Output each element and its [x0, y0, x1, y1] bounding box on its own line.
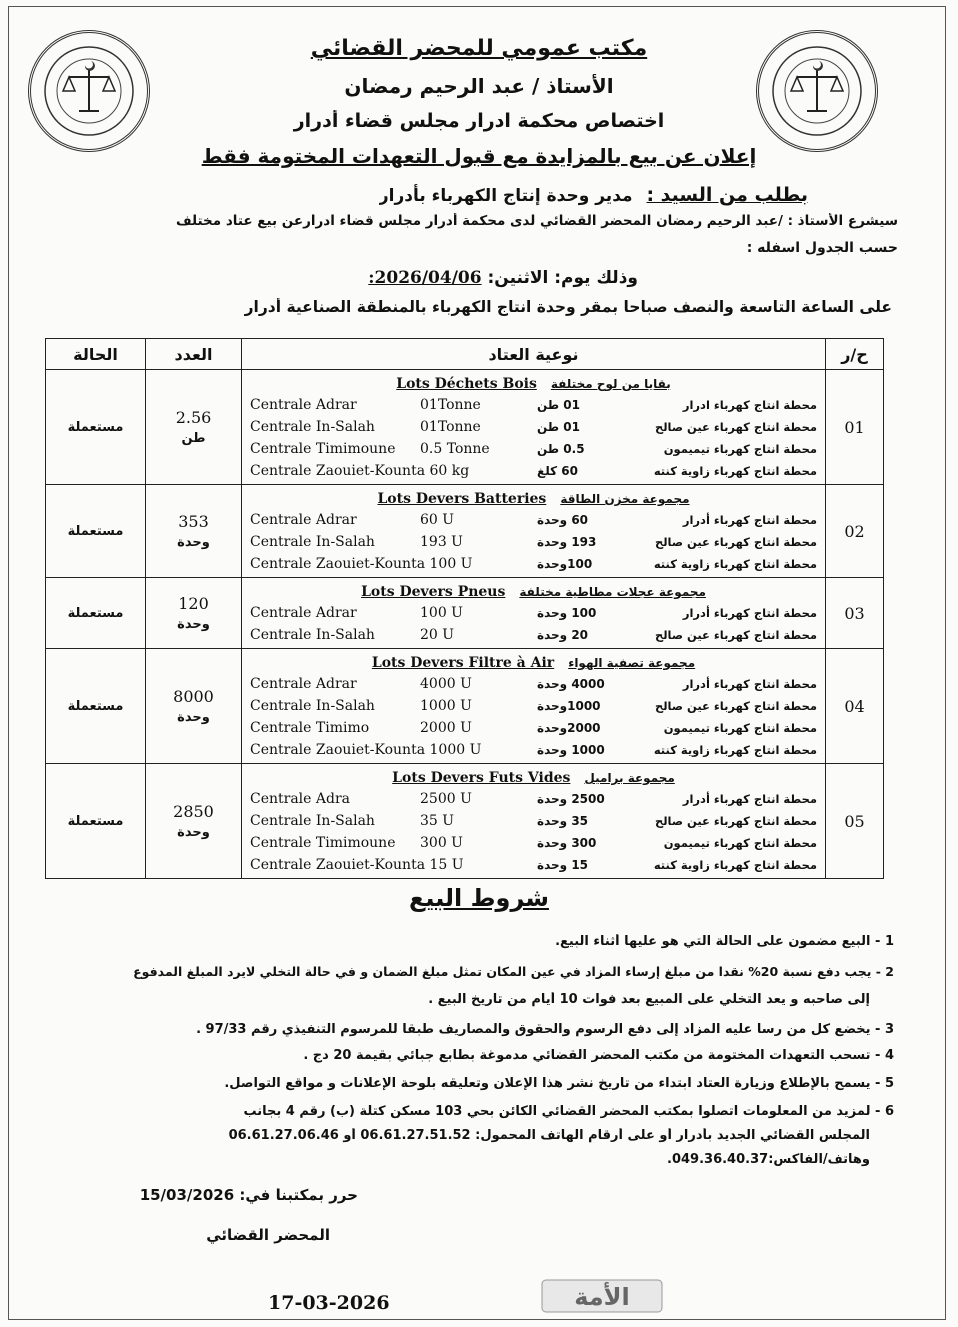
quantity-fr: 100 U — [420, 605, 463, 621]
lot-line-ar — [527, 420, 817, 434]
lot-line-fr — [250, 698, 520, 714]
plant-name-ar: محطة انتاج كهرباء تيميمون — [663, 721, 817, 735]
lots-body — [46, 370, 884, 879]
lot-line-fr — [250, 835, 520, 851]
lot-line-fr — [250, 720, 520, 736]
lot-line-ar — [527, 699, 817, 713]
quantity-ar: 193 وحدة — [537, 535, 597, 549]
plant-name-ar: محطة انتاج كهرباء تيميمون — [663, 836, 817, 850]
lot-line-fr — [250, 512, 520, 528]
lot-number: 02 — [826, 485, 884, 578]
scales-of-justice-icon — [41, 43, 137, 139]
lot-number: 01 — [826, 370, 884, 485]
bailiff-name: الأستاذ / عبد الرحيم رمضان — [344, 74, 614, 98]
quantity-fr: 20 U — [420, 627, 455, 643]
quantity-fr: 60 U — [420, 512, 455, 528]
lot-state: مستعملة — [46, 764, 146, 879]
lot-line-ar — [527, 513, 817, 527]
lot-line — [250, 394, 817, 416]
quantity-ar: 01 طن — [537, 420, 580, 434]
lot-count-cell — [146, 578, 242, 649]
lot-count: 2.56 — [175, 408, 212, 427]
lot-count: 353 — [178, 512, 209, 531]
items-table — [45, 338, 884, 879]
plant-name-fr: Centrale Timimoune — [250, 441, 396, 457]
lot-line-ar — [527, 743, 817, 757]
quantity-fr — [420, 857, 520, 873]
plant-name-fr: Centrale In-Salah — [250, 419, 375, 435]
table-row — [46, 764, 884, 879]
lot-count: 120 — [178, 594, 209, 613]
newspaper-logo — [540, 1276, 664, 1316]
lot-line-ar — [527, 557, 817, 571]
plant-name-fr: Centrale In-Salah — [250, 813, 375, 829]
lot-count-cell — [146, 649, 242, 764]
lot-line-fr — [250, 676, 520, 692]
plant-name-fr: Centrale Timimo — [250, 720, 370, 736]
lot-line — [250, 509, 817, 531]
lot-title-ar: مجموعة عجلات مطاطية مختلفة — [519, 585, 706, 599]
table-row — [46, 370, 884, 485]
lot-line — [250, 531, 817, 553]
office-title: مكتب عمومي للمحضر القضائي — [310, 36, 648, 61]
plant-name-fr: Centrale Zaouiet-Kounta 60 kg — [250, 463, 470, 479]
lot-title — [250, 582, 817, 602]
quantity-fr: 2000 U — [420, 720, 472, 736]
date-line — [368, 268, 638, 288]
lot-number: 05 — [826, 764, 884, 879]
lot-title-fr: Lots Devers Futs Vides — [392, 770, 571, 786]
quantity-fr: 0.5 Tonne — [420, 441, 490, 457]
lot-count-unit: وحدة — [177, 535, 210, 550]
requester: مدير وحدة إنتاج الكهرباء بأدرار — [378, 186, 633, 206]
quantity-fr: 01Tonne — [420, 397, 481, 413]
lot-count-unit: وحدة — [177, 617, 210, 632]
lot-title — [250, 489, 817, 509]
quantity-fr — [420, 742, 520, 758]
lot-kind-cell — [242, 764, 826, 879]
plant-name-ar: محطة انتاج كهرباء عين صالح — [654, 699, 817, 713]
quantity-ar: 01 طن — [537, 398, 580, 412]
plant-name-fr: Centrale Adrar — [250, 676, 357, 692]
quantity-ar: 2500 وحدة — [537, 792, 605, 806]
lot-count-cell — [146, 485, 242, 578]
plant-name-fr: Centrale Adrar — [250, 397, 357, 413]
lot-title-ar: مجموعة براميل — [584, 771, 675, 785]
quantity-fr: 4000 U — [420, 676, 472, 692]
newspaper-logo-text: الأمة — [574, 1283, 630, 1311]
condition-1: 1 - البيع مضمون على الحالة التي هو عليها أثناء البيع. — [555, 934, 894, 949]
plant-name-ar: محطة انتاج كهرباء أدرار — [682, 513, 817, 527]
quantity-ar: 0.5 طن — [537, 442, 585, 456]
quantity-fr: 2500 U — [420, 791, 472, 807]
plant-name-ar: محطة انتاج كهرباء ادرار — [682, 398, 817, 412]
lot-count: 2850 — [173, 802, 214, 821]
lot-line-ar — [527, 442, 817, 456]
plant-name-fr: Centrale Timimoune — [250, 835, 396, 851]
plant-name-ar: محطة انتاج كهرباء عين صالح — [654, 420, 817, 434]
lot-line — [250, 673, 817, 695]
lot-state: مستعملة — [46, 370, 146, 485]
condition-6-cont: المجلس القضائي الجديد بأدرار أو على أرقام الهاتف المحمول: 06.61.27.51.52 أو 06.61.27.06.46 — [228, 1128, 870, 1143]
header-kind: نوعية العتاد — [242, 339, 826, 370]
quantity-ar: 15 وحدة — [537, 858, 589, 872]
lot-line-fr — [250, 441, 520, 457]
quantity-fr: 1000 U — [420, 698, 472, 714]
location-line: على الساعة التاسعة والنصف صباحا بمقر وحدة انتاج الكهرباء بالمنطقة الصناعية أدرار — [244, 298, 892, 316]
lot-line-fr — [250, 556, 520, 572]
lot-line-fr — [250, 857, 520, 873]
conditions-title: شروط البيع — [409, 884, 549, 912]
lot-title — [250, 768, 817, 788]
quantity-ar: 100وحدة — [537, 557, 593, 571]
lot-count-cell — [146, 764, 242, 879]
plant-name-ar: محطة انتاج كهرباء زاوية كنته — [653, 858, 817, 872]
intro-line-1: سيشرع الأستاذ : /عبد الرحيم رمضان المحضر القضائي لدى محكمة أدرار مجلس قضاء ادرارعن بيع عتاد مختلف — [175, 213, 898, 229]
jurisdiction: اختصاص محكمة ادرار مجلس قضاء أدرار — [293, 110, 665, 132]
lot-count-unit: وحدة — [177, 710, 210, 725]
lot-count: 8000 — [173, 687, 214, 706]
plant-name-ar: محطة انتاج كهرباء عين صالح — [654, 628, 817, 642]
lot-state: مستعملة — [46, 485, 146, 578]
quantity-ar: 20 وحدة — [537, 628, 589, 642]
lot-line — [250, 416, 817, 438]
lot-title — [250, 374, 817, 394]
lot-state: مستعملة — [46, 649, 146, 764]
quantity-fr: 01Tonne — [420, 419, 481, 435]
lot-line — [250, 438, 817, 460]
plant-name-ar: محطة انتاج كهرباء زاوية كنته — [653, 743, 817, 757]
lot-line — [250, 695, 817, 717]
publication-date: 17-03-2026 — [268, 1292, 390, 1314]
plant-name-ar: محطة انتاج كهرباء زاوية كنته — [653, 464, 817, 478]
lot-count-unit: طن — [181, 431, 206, 446]
lot-line — [250, 624, 817, 646]
quantity-fr: 35 U — [420, 813, 455, 829]
lot-title-fr: Lots Déchets Bois — [396, 376, 537, 392]
plant-name-ar: محطة انتاج كهرباء عين صالح — [654, 535, 817, 549]
quantity-ar: 1000 وحدة — [537, 743, 605, 757]
lot-title-ar: مجموعة مخزن الطاقة — [560, 492, 690, 506]
lot-kind-cell — [242, 370, 826, 485]
plant-name-ar: محطة انتاج كهرباء تيميمون — [663, 442, 817, 456]
lot-line-ar — [527, 398, 817, 412]
plant-name-ar: محطة انتاج كهرباء أدرار — [682, 792, 817, 806]
condition-3: 3 - يخضع كل من رسا عليه المزاد إلى دفع الرسوم والحقوق والمصاريف طبقا للمرسوم التنفيذي رقم 97/33 . — [196, 1022, 894, 1037]
date-prefix: وذلك يوم: الاثنين: — [487, 268, 638, 288]
quantity-ar: 4000 وحدة — [537, 677, 605, 691]
header-num: ح/ر — [826, 339, 884, 370]
plant-name-ar: محطة انتاج كهرباء أدرار — [682, 606, 817, 620]
condition-2: 2 - يجب دفع نسبة 20% نقدا من مبلغ إرساء المزاد في عين المكان تمثل مبلغ الضمان و في حالة التخلي لايرد المبلغ المدفوع — [133, 964, 894, 979]
intro-line-2: حسب الجدول اسفله : — [746, 240, 898, 256]
signature-title: المحضر القضائي — [206, 1226, 330, 1244]
lot-line-fr — [250, 791, 520, 807]
lot-count-unit: وحدة — [177, 825, 210, 840]
quantity-ar: 35 وحدة — [537, 814, 589, 828]
lot-number: 03 — [826, 578, 884, 649]
lot-line-fr — [250, 627, 520, 643]
lot-title — [250, 653, 817, 673]
table-row — [46, 649, 884, 764]
court-seal-left — [28, 30, 150, 152]
lot-line-ar — [527, 721, 817, 735]
condition-4: 4 - تسحب التعهدات المختومة من مكتب المحضر القضائي مدموغة بطابع جبائي بقيمة 20 دج . — [303, 1048, 894, 1063]
plant-name-ar: محطة انتاج كهرباء عين صالح — [654, 814, 817, 828]
quantity-fr — [420, 556, 520, 572]
plant-name-fr: Centrale Zaouiet-Kounta 100 U — [250, 556, 473, 572]
lot-title-fr: Lots Devers Filtre à Air — [371, 655, 555, 671]
lot-line-ar — [527, 814, 817, 828]
auction-date: 2026/04/06: — [368, 268, 482, 288]
lot-kind-cell — [242, 649, 826, 764]
lot-count-cell — [146, 370, 242, 485]
lot-line — [250, 553, 817, 575]
lot-kind-cell — [242, 578, 826, 649]
table-row — [46, 485, 884, 578]
plant-name-fr: Centrale Zaouiet-Kounta 15 U — [250, 857, 464, 873]
lot-line-fr — [250, 419, 520, 435]
condition-5: 5 - يسمح بالإطلاع وزيارة العتاد ابتداء من تاريخ نشر هذا الإعلان وتعليقه بلوحة الإعلانات و مواقع التواصل. — [224, 1076, 894, 1091]
quantity-ar: 60 كلغ — [537, 464, 578, 478]
lot-line-ar — [527, 836, 817, 850]
condition-6-fax: وهاتف/الفاكس:049.36.40.37. — [667, 1152, 870, 1167]
lot-title-ar: بقايا من لوح مختلفة — [550, 377, 671, 391]
quantity-ar: 100 وحدة — [537, 606, 597, 620]
lot-line-ar — [527, 677, 817, 691]
request-label: بطلب من السيد : — [646, 184, 808, 206]
plant-name-fr: Centrale Adrar — [250, 605, 357, 621]
quantity-fr: 300 U — [420, 835, 463, 851]
lot-line-ar — [527, 628, 817, 642]
quantity-ar: 1000وحدة — [537, 699, 601, 713]
quantity-ar: 300 وحدة — [537, 836, 597, 850]
plant-name-fr: Centrale Adra — [250, 791, 351, 807]
lot-line-fr — [250, 397, 520, 413]
lot-line-fr — [250, 534, 520, 550]
lot-line-ar — [527, 535, 817, 549]
written-at: حرر بمكتبنا في: 15/03/2026 — [139, 1186, 358, 1204]
table-header-row — [46, 339, 884, 370]
lot-line-ar — [527, 606, 817, 620]
lot-state: مستعملة — [46, 578, 146, 649]
lot-line-ar — [527, 858, 817, 872]
lot-line-fr — [250, 605, 520, 621]
plant-name-ar: محطة انتاج كهرباء أدرار — [682, 677, 817, 691]
lot-line — [250, 854, 817, 876]
table-row — [46, 578, 884, 649]
quantity-fr — [420, 463, 520, 479]
plant-name-fr: Centrale Adrar — [250, 512, 357, 528]
lot-line — [250, 739, 817, 761]
plant-name-fr: Centrale In-Salah — [250, 698, 375, 714]
condition-2-cont: إلى صاحبه و يعد التخلي على المبيع بعد فوات 10 أيام من تاريخ البيع . — [428, 992, 870, 1007]
lot-line — [250, 460, 817, 482]
lot-line-fr — [250, 463, 520, 479]
quantity-ar: 2000وحدة — [537, 721, 601, 735]
condition-6: 6 - لمزيد من المعلومات اتصلوا بمكتب المحضر القضائي الكائن بحي 103 مسكن كتلة (ب) رقم 4 بجانب — [243, 1104, 894, 1119]
lot-line — [250, 788, 817, 810]
lot-line — [250, 717, 817, 739]
lot-line-fr — [250, 813, 520, 829]
quantity-fr: 193 U — [420, 534, 463, 550]
lot-line-ar — [527, 464, 817, 478]
notice-title: إعلان عن بيع بالمزايدة مع قبول التعهدات المختومة فقط — [201, 144, 757, 168]
plant-name-fr: Centrale In-Salah — [250, 627, 375, 643]
lot-line-fr — [250, 742, 520, 758]
lot-line-ar — [527, 792, 817, 806]
request-line — [379, 184, 808, 206]
lot-line — [250, 602, 817, 624]
lot-line — [250, 832, 817, 854]
lot-number: 04 — [826, 649, 884, 764]
plant-name-fr: Centrale Zaouiet-Kounta 1000 U — [250, 742, 482, 758]
quantity-ar: 60 وحدة — [537, 513, 589, 527]
plant-name-ar: محطة انتاج كهرباء زاوية كنته — [653, 557, 817, 571]
lot-line — [250, 810, 817, 832]
lot-title-ar: مجموعة تصفية الهواء — [568, 656, 696, 670]
lot-kind-cell — [242, 485, 826, 578]
header-count: العدد — [146, 339, 242, 370]
plant-name-fr: Centrale In-Salah — [250, 534, 375, 550]
lot-title-fr: Lots Devers Pneus — [361, 584, 506, 600]
lot-title-fr: Lots Devers Batteries — [377, 491, 547, 507]
header-state: الحالة — [46, 339, 146, 370]
